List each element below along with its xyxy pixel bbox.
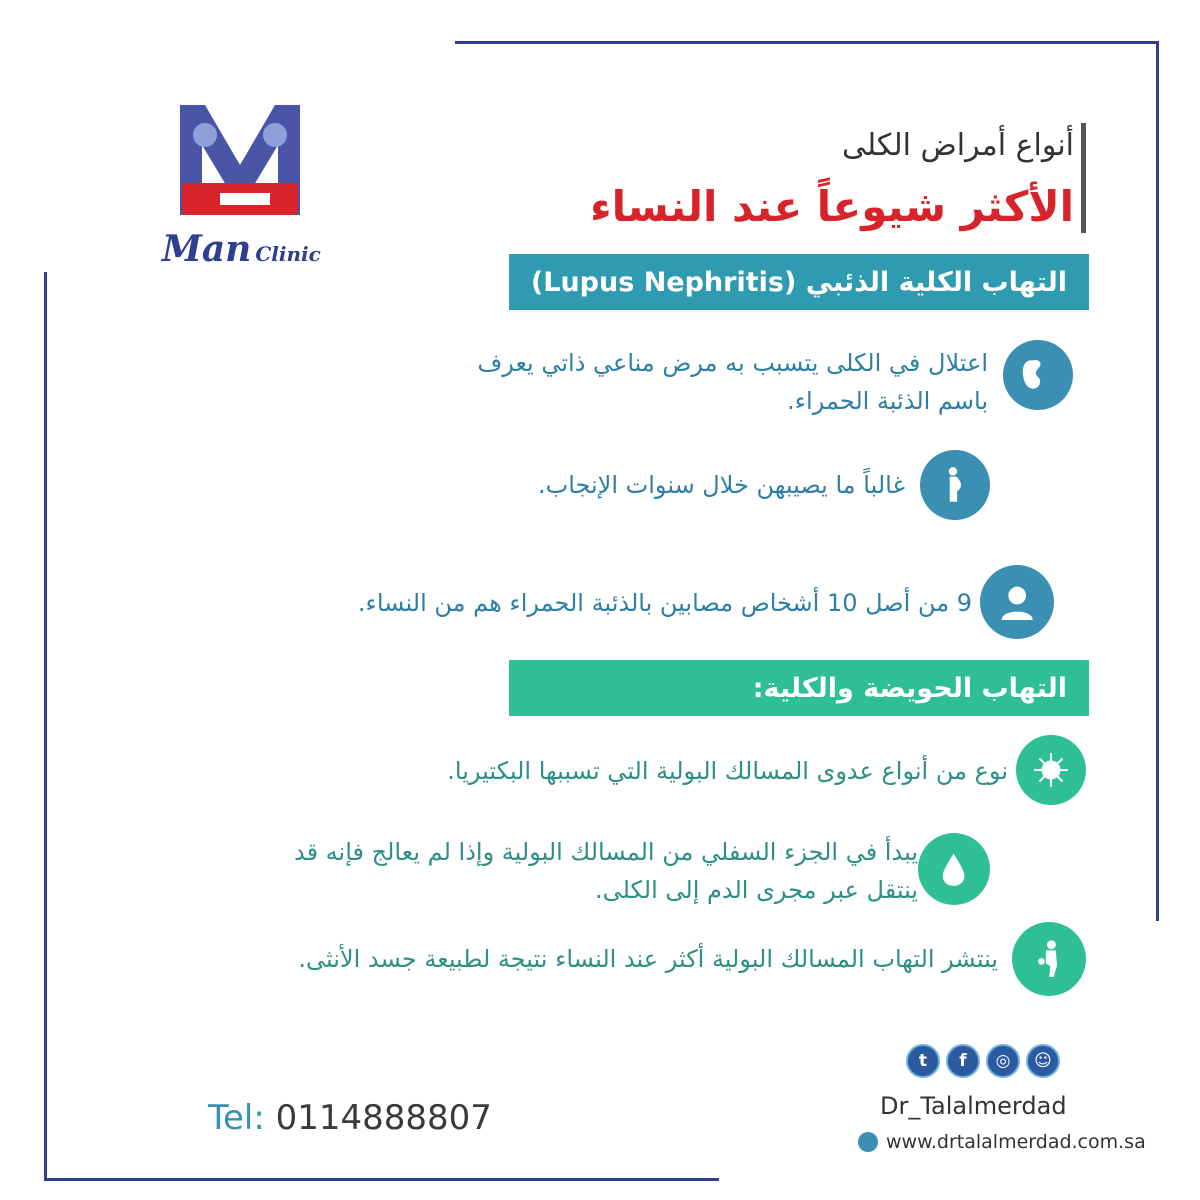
pyelo-item-2-line2: ينتقل عبر مجرى الدم إلى الكلى.	[594, 876, 918, 904]
page-title: الأكثر شيوعاً عند النساء	[590, 182, 1074, 231]
section-pyelonephritis-banner: التهاب الحويضة والكلية:	[509, 660, 1089, 716]
frame-top-line	[455, 41, 1157, 44]
lupus-item-1-line2: باسم الذئبة الحمراء.	[787, 387, 988, 415]
facebook-icon[interactable]: f	[946, 1044, 980, 1078]
telephone	[208, 1098, 492, 1138]
instagram-icon[interactable]: ◎	[986, 1044, 1020, 1078]
lupus-item-3: 9 من أصل 10 أشخاص مصابين بالذئبة الحمراء هم من النساء.	[357, 589, 972, 617]
snapchat-icon[interactable]: ☺	[1026, 1044, 1060, 1078]
woman-avatar-icon	[980, 565, 1054, 639]
social-icons	[906, 1044, 1060, 1078]
logo-wordmark: Man Clinic	[162, 228, 321, 270]
frame-bottom-line	[44, 1178, 719, 1181]
frame-left-line	[44, 272, 47, 1180]
pregnant-woman-icon	[920, 450, 990, 520]
pyelo-item-2	[158, 833, 918, 909]
kidney-icon	[1003, 340, 1073, 410]
page-subtitle: أنواع أمراض الكلى	[841, 128, 1074, 163]
lupus-item-1	[348, 344, 988, 420]
pyelo-item-1: نوع من أنواع عدوى المسالك البولية التي تسببها البكتيريا.	[447, 757, 1008, 785]
tel-number[interactable]: 0114888807	[275, 1098, 492, 1138]
bacteria-icon	[1016, 735, 1086, 805]
pyelo-item-2-line1: يبدأ في الجزء السفلي من المسالك البولية وإذا لم يعالج فإنه قد	[293, 838, 918, 866]
globe-icon	[858, 1132, 878, 1152]
website-url[interactable]: www.drtalalmerdad.com.sa	[886, 1131, 1146, 1153]
website[interactable]	[858, 1131, 1146, 1153]
pyelo-item-3: ينتشر التهاب المسالك البولية أكثر عند النساء نتيجة لطبيعة جسد الأنثى.	[298, 945, 998, 973]
title-accent-bar	[1081, 123, 1086, 233]
frame-right-line	[1156, 41, 1159, 921]
tel-label: Tel:	[208, 1098, 265, 1138]
twitter-icon[interactable]: t	[906, 1044, 940, 1078]
social-handle[interactable]: Dr_Talalmerdad	[880, 1092, 1067, 1120]
drop-icon	[918, 833, 990, 905]
lupus-item-2: غالباً ما يصيبهن خلال سنوات الإنجاب.	[537, 471, 905, 499]
woman-pain-icon	[1012, 922, 1086, 996]
section-lupus-banner: التهاب الكلية الذئبي (Lupus Nephritis)	[509, 254, 1089, 310]
lupus-item-1-line1: اعتلال في الكلى يتسبب به مرض مناعي ذاتي يعرف	[477, 349, 988, 377]
